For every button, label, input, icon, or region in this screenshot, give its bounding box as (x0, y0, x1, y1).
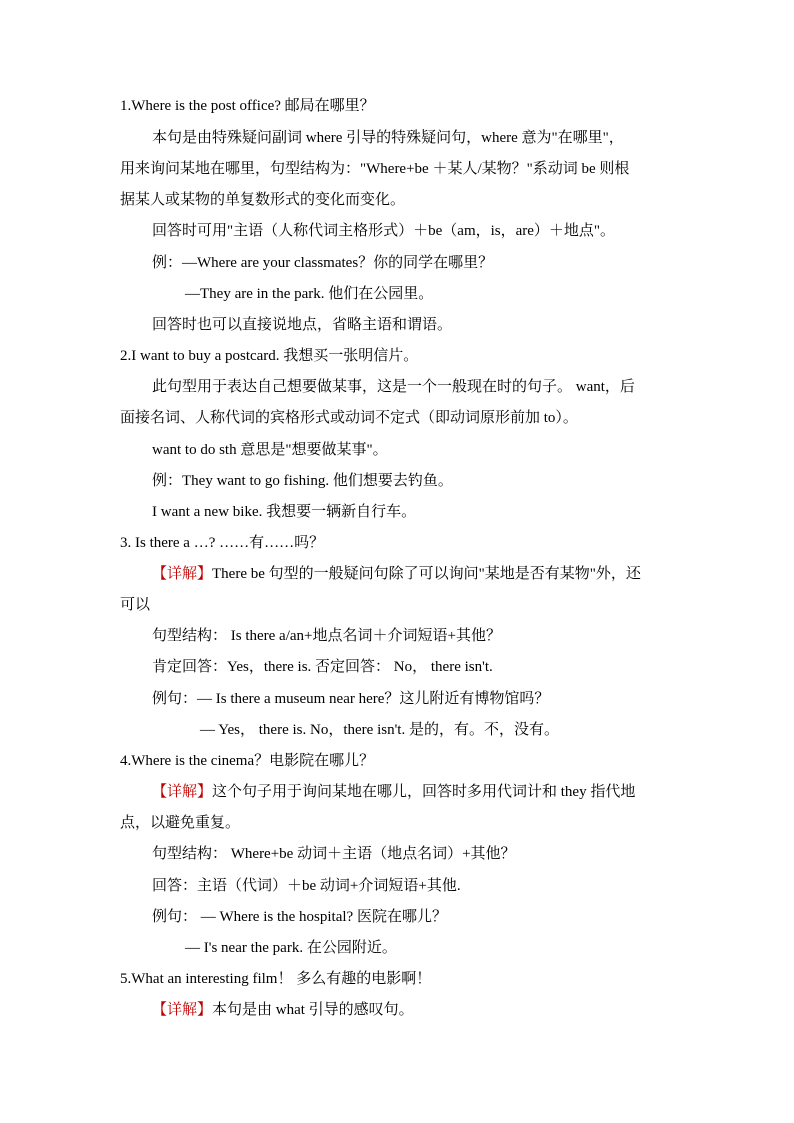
section-3-paragraph-text: There be 句型的一般疑问句除了可以询问"某地是否有某物"外，还 (212, 566, 641, 582)
section-4-example-question: 例句： — Where is the hospital? 医院在哪儿？ (152, 909, 447, 925)
section-2-example: I want a new bike. 我想要一辆新自行车。 (152, 504, 417, 520)
section-3-paragraph-line (152, 564, 641, 584)
section-4-paragraph-line: 点，以避免重复。 (120, 815, 241, 831)
section-1-paragraph-line: 用来询问某地在哪里，句型结构为："Where+be ＋某人/某物？"系动词 be 则根 (120, 161, 630, 177)
section-4-paragraph-text: 这个句子用于询问某地在哪儿，回答时多用代词计和 they 指代地 (212, 784, 636, 800)
section-1-example-question: 例：—Where are your classmates？你的同学在哪里？ (152, 255, 494, 271)
section-3-paragraph-line: 可以 (120, 597, 151, 613)
section-4-answer-structure: 回答：主语（代词）＋be 动词+介词短语+其他. (152, 878, 461, 894)
section-2-paragraph-line: 此句型用于表达自己想要做某事，这是一个一般现在时的句子。 want，后 (152, 379, 635, 395)
section-2-meaning: want to do sth 意思是"想要做某事"。 (152, 442, 388, 458)
section-3-example-question: 例句：— Is there a museum near here？这儿附近有博物馆吗？ (152, 691, 550, 707)
section-1-heading: 1.Where is the post office? 邮局在哪里？ (120, 98, 375, 114)
section-2-example: 例：They want to go fishing. 他们想要去钓鱼。 (152, 473, 453, 489)
section-1-paragraph-line: 本句是由特殊疑问副词 where 引导的特殊疑问句，where 意为"在哪里"， (152, 130, 624, 146)
section-1-answer-note: 回答时可用"主语（人称代词主格形式）＋be（am，is，are）＋地点"。 (152, 223, 616, 239)
section-1-paragraph-line: 据某人或某物的单复数形式的变化而变化。 (120, 192, 406, 208)
section-4-paragraph-line (152, 782, 635, 802)
section-4-example-answer: — I's near the park. 在公园附近。 (185, 940, 397, 956)
section-5-paragraph-text: 本句是由 what 引导的感叹句。 (212, 1002, 414, 1018)
section-5-paragraph-line (152, 1000, 414, 1020)
section-1-note: 回答时也可以直接说地点，省略主语和谓语。 (152, 317, 453, 333)
detail-tag: 【详解】 (152, 1002, 213, 1018)
section-1-example-answer: —They are in the park. 他们在公园里。 (185, 286, 434, 302)
section-3-heading: 3. Is there a …? ……有……吗？ (120, 535, 325, 551)
section-2-paragraph-line: 面接名词、人称代词的宾格形式或动词不定式（即动词原形前加 to）。 (120, 410, 578, 426)
section-3-example-answer: — Yes， there is. No，there isn't. 是的，有。不，没有。 (200, 722, 559, 738)
detail-tag: 【详解】 (152, 566, 213, 582)
section-5-heading: 5.What an interesting film！ 多么有趣的电影啊！ (120, 971, 432, 987)
section-4-heading: 4.Where is the cinema？电影院在哪儿？ (120, 753, 375, 769)
section-3-answers: 肯定回答：Yes，there is. 否定回答： No， there isn't. (152, 659, 493, 675)
detail-tag: 【详解】 (152, 784, 213, 800)
section-4-structure: 句型结构： Where+be 动词＋主语（地点名词）+其他？ (152, 846, 516, 862)
section-2-heading: 2.I want to buy a postcard. 我想买一张明信片。 (120, 348, 419, 364)
section-3-structure: 句型结构： Is there a/an+地点名词＋介词短语+其他？ (152, 628, 501, 644)
